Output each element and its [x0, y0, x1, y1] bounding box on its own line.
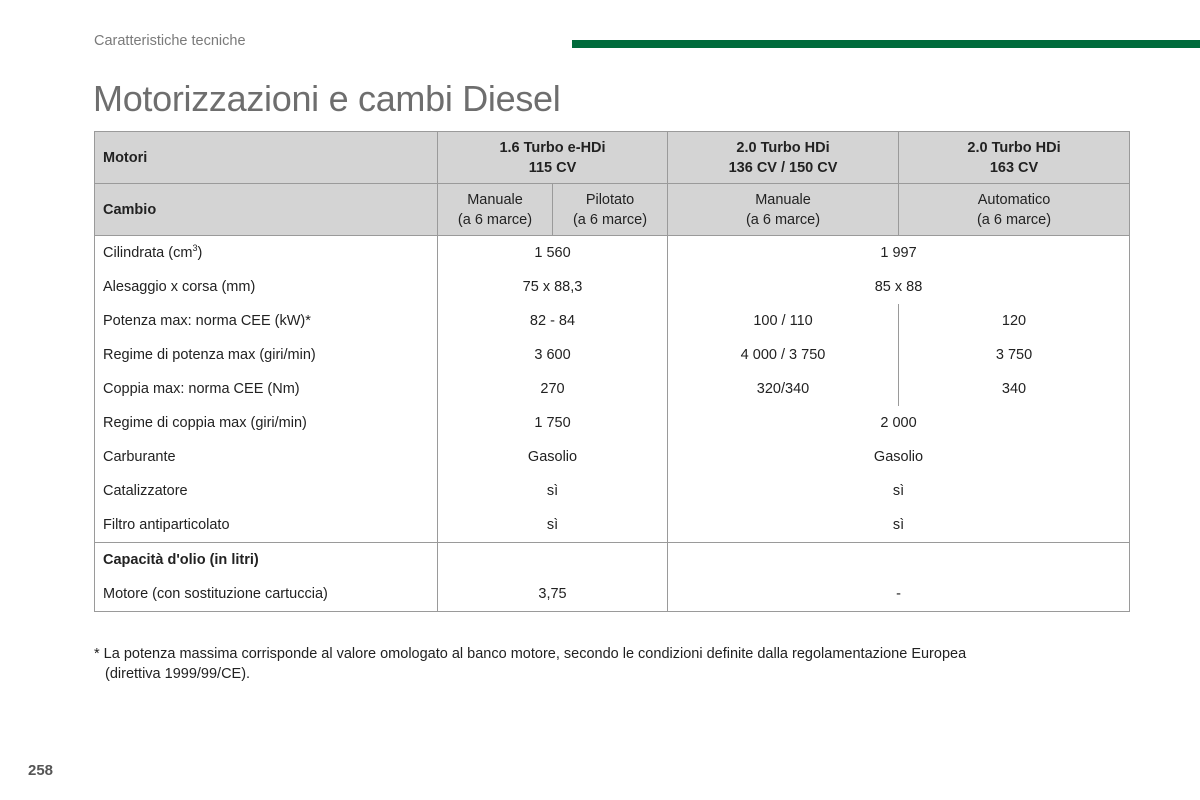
value-cell: 82 - 84	[438, 304, 668, 338]
oil-capacity-heading: Capacità d'olio (in litri)	[95, 543, 438, 578]
table-row	[95, 338, 1130, 372]
table-row	[95, 236, 1130, 271]
value-cell: 1 750	[438, 406, 668, 440]
value-cell: 340	[899, 372, 1130, 406]
value-cell: 320/340	[668, 372, 899, 406]
footnote	[94, 644, 1054, 684]
engines-header-row	[95, 132, 1130, 184]
gearbox-label: Cambio	[95, 184, 438, 236]
value-cell: sì	[438, 508, 668, 543]
value-cell: 3 750	[899, 338, 1130, 372]
row-label-regime-potenza: Regime di potenza max (giri/min)	[95, 338, 438, 372]
engine-specs-table	[94, 131, 1130, 612]
row-label-alesaggio: Alesaggio x corsa (mm)	[95, 270, 438, 304]
engine-3-header: 2.0 Turbo HDi 163 CV	[899, 132, 1130, 184]
row-label-cilindrata: Cilindrata $(cm^3)$	[95, 236, 438, 271]
value-cell: 1 560	[438, 236, 668, 271]
page-title: Motorizzazioni e cambi Diesel	[93, 78, 561, 119]
value-cell: 3 600	[438, 338, 668, 372]
empty-cell	[438, 543, 668, 578]
gearbox-4-header: Automatico (a 6 marce)	[899, 184, 1130, 236]
table-row	[95, 508, 1130, 543]
gearbox-3-header: Manuale (a 6 marce)	[668, 184, 899, 236]
gearbox-1-header: Manuale (a 6 marce)	[438, 184, 553, 236]
value-cell: -	[668, 577, 1130, 612]
section-accent-bar	[572, 40, 1200, 48]
table-row	[95, 304, 1130, 338]
value-cell: 270	[438, 372, 668, 406]
value-cell: Gasolio	[438, 440, 668, 474]
section-label: Caratteristiche tecniche	[94, 33, 246, 49]
table-row	[95, 406, 1130, 440]
engines-label: Motori	[95, 132, 438, 184]
value-cell: 75 x 88,3	[438, 270, 668, 304]
table-row	[95, 270, 1130, 304]
row-label-catalizzatore: Catalizzatore	[95, 474, 438, 508]
table-row	[95, 577, 1130, 612]
value-cell: 120	[899, 304, 1130, 338]
table-row	[95, 372, 1130, 406]
value-cell: Gasolio	[668, 440, 1130, 474]
row-label-filtro: Filtro antiparticolato	[95, 508, 438, 543]
value-cell: 100 / 110	[668, 304, 899, 338]
row-label-regime-coppia: Regime di coppia max (giri/min)	[95, 406, 438, 440]
gearbox-header-row	[95, 184, 1130, 236]
value-cell: sì	[668, 508, 1130, 543]
value-cell: 4 000 / 3 750	[668, 338, 899, 372]
gearbox-2-header: Pilotato (a 6 marce)	[553, 184, 668, 236]
table-row	[95, 440, 1130, 474]
value-cell: 3,75	[438, 577, 668, 612]
engine-1-header: 1.6 Turbo e-HDi 115 CV	[438, 132, 668, 184]
value-cell: 1 997	[668, 236, 1130, 271]
value-cell: 2 000	[668, 406, 1130, 440]
footnote-line-2: (direttiva 1999/99/CE).	[105, 666, 251, 682]
empty-cell	[668, 543, 1130, 578]
value-cell: 85 x 88	[668, 270, 1130, 304]
row-label-potenza: Potenza max: norma CEE (kW)*	[95, 304, 438, 338]
table-row	[95, 474, 1130, 508]
row-label-coppia: Coppia max: norma CEE (Nm)	[95, 372, 438, 406]
engine-2-header: 2.0 Turbo HDi 136 CV / 150 CV	[668, 132, 899, 184]
page-number: 258	[28, 762, 54, 779]
value-cell: sì	[438, 474, 668, 508]
row-label-oil: Motore (con sostituzione cartuccia)	[95, 577, 438, 612]
value-cell: sì	[668, 474, 1130, 508]
table-row	[95, 543, 1130, 578]
row-label-carburante: Carburante	[95, 440, 438, 474]
footnote-line-1: * La potenza massima corrisponde al valore omologato al banco motore, secondo le condizioni definite dalla regolamentazione Europea	[94, 646, 967, 662]
